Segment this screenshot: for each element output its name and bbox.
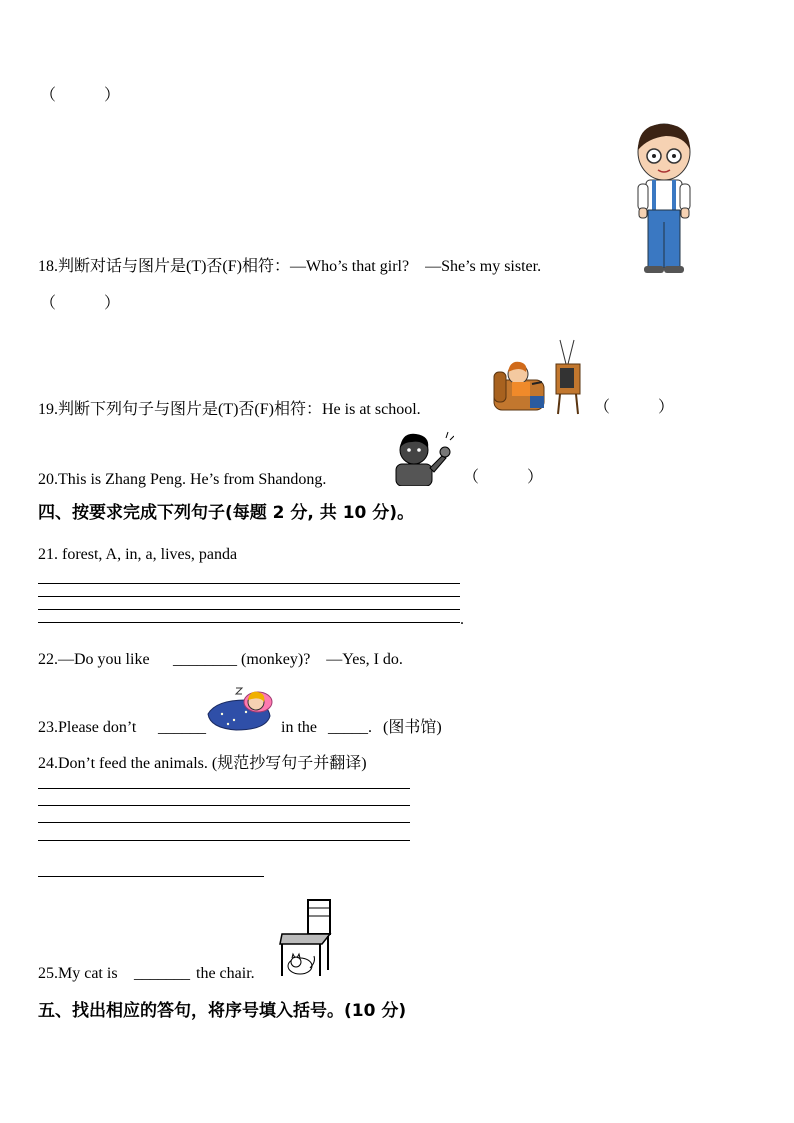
q21-answer-line[interactable] (38, 596, 460, 597)
q23-blank-1[interactable]: ______ (158, 719, 206, 736)
q24-answer-line[interactable] (38, 822, 410, 823)
q22-blank[interactable]: ________ (173, 651, 237, 668)
q21-end-mark: . (460, 611, 464, 628)
q25-question-start: 25.My cat is (38, 965, 118, 982)
q22-question-start: 22.—Do you like (38, 651, 150, 668)
q20-answer-paren[interactable]: （ ） (463, 469, 544, 486)
q21-answer-line[interactable] (38, 583, 460, 584)
q24-answer-line[interactable] (38, 788, 410, 789)
q17-answer-paren[interactable]: （ ） (40, 87, 121, 104)
boy-waving-icon (388, 430, 454, 486)
q19-answer-paren[interactable]: （ ） (594, 399, 675, 416)
q24-question: 24.Don’t feed the animals. (规范抄写句子并翻译) (38, 755, 367, 772)
q18-answer-paren[interactable]: （ ） (40, 295, 121, 312)
section-4-heading: 四、按要求完成下列句子(每题 2 分, 共 10 分)。 (38, 503, 415, 523)
q21-question: 21. forest, A, in, a, lives, panda (38, 546, 238, 563)
cat-under-chair-icon (278, 898, 334, 978)
q23-question-start: 23.Please don’t (38, 719, 137, 736)
q22-question-end: (monkey)? —Yes, I do. (241, 651, 403, 668)
boy-figure-icon (626, 122, 702, 274)
q23-question-middle: in the (281, 719, 317, 736)
q20-question: 20.This is Zhang Peng. He’s from Shandong. (38, 471, 327, 488)
q18-question: 18.判断对话与图片是(T)否(F)相符：—Who’s that girl? —She’s my sister. (38, 258, 542, 275)
q25-question-end: the chair. (196, 965, 255, 982)
boy-watching-tv-icon (490, 338, 588, 416)
q25-blank[interactable]: _______ (134, 965, 190, 982)
section-5-heading: 五、找出相应的答句，将序号填入括号。(10 分) (38, 1001, 407, 1021)
q19-question: 19.判断下列句子与图片是(T)否(F)相符：He is at school. (38, 401, 421, 418)
q21-answer-line[interactable] (38, 609, 460, 610)
girl-sleeping-icon (206, 684, 274, 734)
q24-translation-line[interactable] (38, 876, 264, 877)
q23-blank-2[interactable]: _____. (328, 719, 372, 736)
q23-question-end: (图书馆) (383, 719, 442, 736)
q24-answer-line[interactable] (38, 840, 410, 841)
q24-answer-line[interactable] (38, 805, 410, 806)
q21-answer-line[interactable] (38, 622, 460, 623)
